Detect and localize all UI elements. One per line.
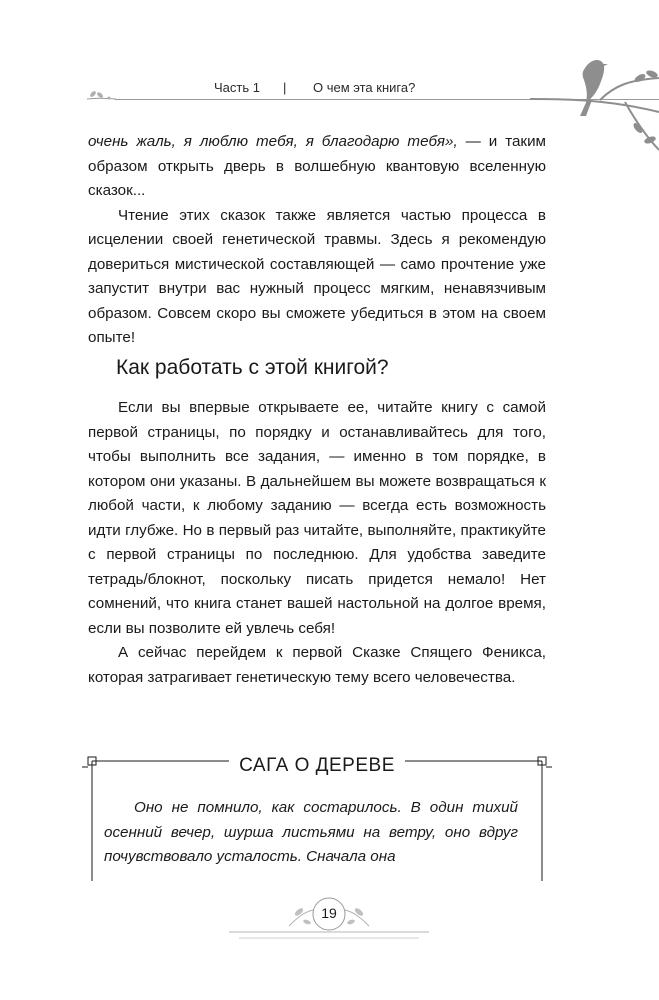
page-footer [229, 888, 429, 948]
header-part: Часть 1 [214, 80, 260, 95]
header-chapter: О чем эта книга? [313, 80, 416, 95]
paragraph-1-rest: — и таким образом открыть дверь в волшебную квантовую вселенную сказок... [88, 133, 546, 199]
section-text [88, 396, 546, 690]
saga-title: САГА О ДЕРЕВЕ [229, 755, 405, 776]
saga-paragraph: Оно не помнило, как состарилось. В один тихий осенний вечер, шурша листьями на ветру, оно вдруг почувствовало усталость. Сначала она [104, 799, 518, 865]
italic-quote: очень жаль, я люблю тебя, я благодарю тебя», [88, 133, 458, 150]
paragraph-1 [88, 130, 546, 204]
saga-title-wrap [88, 755, 546, 777]
intro-text [88, 130, 546, 351]
section-heading: Как работать с этой книгой? [116, 356, 389, 379]
bird-on-branch-icon [530, 40, 659, 160]
paragraph-2: Чтение этих сказок также является частью процесса в исцелении своей генетической травмы. Здесь я рекомендую довериться мистической составляющей — само прочтение уже запустит внутри вас нужный процесс мягким, ненавязчивым образом. Совсем скоро вы сможете убедиться в этом на своем опыте! [88, 206, 546, 346]
section-paragraph-1: Если вы впервые открываете ее, читайте книгу с самой первой страницы, по порядку и останавливайтесь для того, чтобы выполнить все задания, — именно в том порядке, в котором они указаны. В дальнейшем вы можете возвращаться к любой части, к любому заданию — всегда есть возможность идти глубже. Но в первый раз читайте, выполняйте, практикуйте с первой страницы по последнюю. Для удобства заведите тетрадь/блокнот, поскольку писать придется немало! Нет сомнений, что книга станет вашей настольной на долгое время, если вы позволите ей увлечь себя! [88, 399, 546, 637]
header-separator: | [283, 80, 287, 95]
section-paragraph-2: А сейчас перейдем к первой Сказке Спящего Феникса, которая затрагивает генетическую тему всего человечества. [88, 644, 546, 686]
page-number: 19 [321, 905, 337, 921]
saga-text [104, 796, 518, 870]
sprig-ornament-icon [85, 86, 117, 104]
